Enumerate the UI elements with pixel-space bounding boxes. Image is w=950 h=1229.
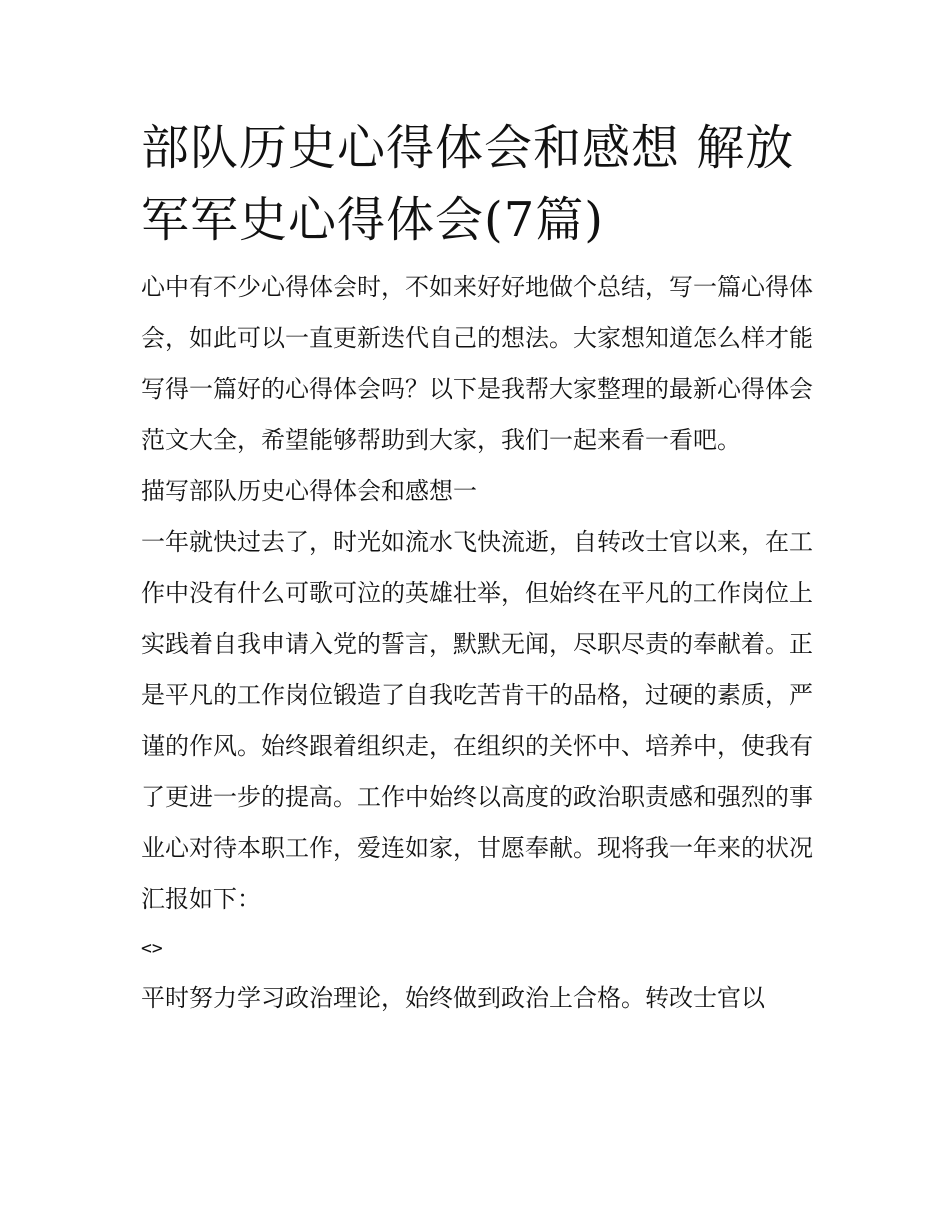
document-title: 部队历史心得体会和感想 解放军军史心得体会(7篇) — [141, 120, 795, 248]
section-heading: 描写部队历史心得体会和感想一 — [141, 477, 477, 505]
section-marker: <> — [141, 938, 163, 959]
body-paragraph-1: 一年就快过去了，时光如流水飞快流逝，自转改士官以来，在工作中没有什么可歌可泣的英雄壮举，但始终在平凡的工作岗位上实践着自我申请入党的誓言，默默无闻，尽职尽责的奉献着。正是平凡的工作岗位锻造了自我吃苦肯干的品格，过硬的素质，严谨的作风。始终跟着组织走，在组织的关怀中、培养中，使我有了更进一步的提高。工作中始终以高度的政治职责感和强烈的事业心对待本职工作，爱连如家，甘愿奉献。现将我一年来的状况汇报如下： — [141, 528, 813, 913]
document-page — [141, 112, 813, 1024]
body-paragraph-2: 平时努力学习政治理论，始终做到政治上合格。转改士官以 — [141, 984, 765, 1012]
intro-paragraph: 心中有不少心得体会时，不如来好好地做个总结，写一篇心得体会，如此可以一直更新迭代自己的想法。大家想知道怎么样才能写得一篇好的心得体会吗？以下是我帮大家整理的最新心得体会范文大全，希望能够帮助到大家，我们一起来看一看吧。 — [141, 273, 813, 454]
